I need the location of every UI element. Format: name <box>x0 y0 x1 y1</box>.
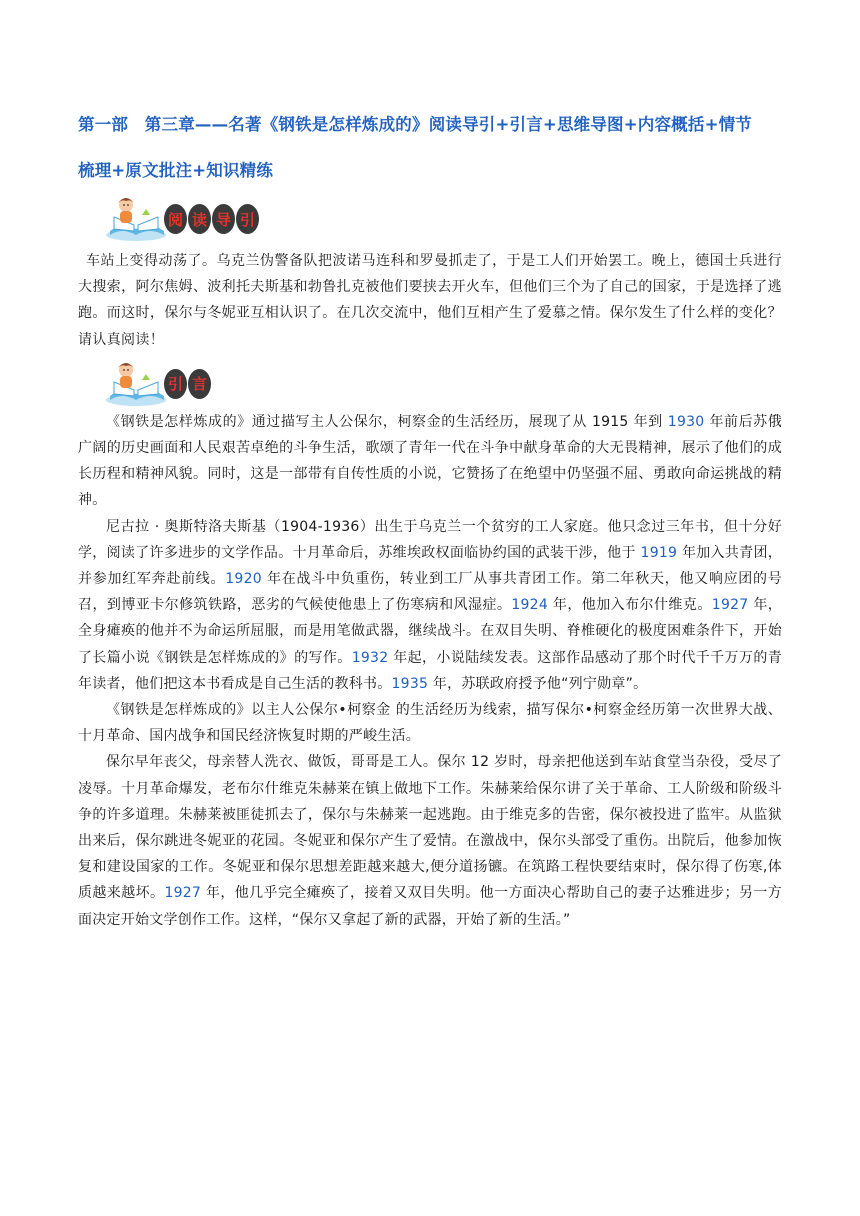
text-run: 年前后苏俄广阔的历史画面和人民艰苦卓绝的斗争生活，歌颂了青年一代在斗争中献身革命的大无畏精神，展示了他们的成长历程和精神风貌。同时，这是一部带有自传性质的小说，它赞扬了在绝望中仍坚强不屈、勇敢向命运挑战的精神。 <box>78 413 782 509</box>
intro-paragraph-4 <box>78 749 782 932</box>
heading-char: 言 <box>188 369 211 399</box>
document-title <box>78 102 782 194</box>
text-run: 保尔早年丧父，母亲替人洗衣、做饭，哥哥是工人。保尔 12 岁时，母亲把他送到车站食堂当杂役，受尽了凌辱。十月革命爆发，老布尔什维克朱赫莱在镇上做地下工作。朱赫莱给保尔讲了关于革命、工人阶级和阶级斗争的许多道理。朱赫莱被匪徒抓去了，保尔与朱赫莱一起逃跑。由于维克多的告密，保尔被投进了监牢。从监狱出来后，保尔跳进冬妮亚的花园。冬妮亚和保尔产生了爱情。在激战中，保尔头部受了重伤。出院后，他参加恢复和建设国家的工作。冬妮亚和保尔思想差距越来越大,便分道扬镳。在筑路工程快要结束时，保尔得了伤寒,体质越来越坏。 <box>78 754 782 902</box>
year-number: 1924 <box>511 597 548 614</box>
text-run: 年，他加入布尔什维克。 <box>547 597 712 614</box>
reading-guide-paragraph: 车站上变得动荡了。乌克兰伪警备队把波诺马连科和罗曼抓走了，于是工人们开始罢工。晚上，德国士兵进行大搜索，阿尔焦姆、波利托夫斯基和勃鲁扎克被他们要挟去开火车，但他们三个为了自己的国家，于是选择了逃跑。而这时，保尔与冬妮亚互相认识了。在几次交流中，他们互相产生了爱慕之情。保尔发生了什么样的变化？请认真阅读！ <box>78 253 782 348</box>
title-line-1: 第一部 第三章——名著《钢铁是怎样炼成的》阅读导引+引言+思维导图+内容概括+情节 <box>78 115 753 134</box>
year-number: 1935 <box>391 675 429 692</box>
heading-char: 读 <box>188 204 211 234</box>
heading-char: 阅 <box>164 204 187 234</box>
intro-paragraph-2 <box>78 514 782 697</box>
year-number: 1932 <box>351 649 389 666</box>
heading-char: 引 <box>236 204 259 234</box>
text-run: 年，全身瘫痪的他并不为命运所屈服，而是用笔做武器，继续战斗。在双目失明、脊椎硬化的极度困难条件下，开始了长篇小说《钢铁是怎样炼成的》的写作。 <box>78 597 783 666</box>
document-page <box>78 102 782 933</box>
text-run: 年加入共青团，并参加红军奔赴前线。 <box>78 544 783 588</box>
text-run: 年在战斗中负重伤，转业到工厂从事共青团工作。第二年秋天，他又响应团的号召，到博亚卡尔修筑铁路，恶劣的气候使他患上了伤寒病和风湿症。 <box>78 571 783 614</box>
text-run: 年，苏联政府授予他“列宁勋章”。 <box>428 675 648 692</box>
intro-banner <box>102 359 782 409</box>
child-reading-book-icon <box>102 360 168 408</box>
reading-guide-banner <box>102 194 782 244</box>
title-line-2: 梳理+原文批注+知识精练 <box>78 161 274 180</box>
year-number: 1927 <box>711 597 749 614</box>
year-number: 1927 <box>164 885 202 902</box>
heading-char: 导 <box>212 204 235 234</box>
text-run: 年起，小说陆续发表。这部作品感动了那个时代千千万万的青年读者，他们把这本书看成是自己生活的教科书。 <box>78 649 783 692</box>
text-run: 年，他几乎完全瘫痪了，接着又双目失明。他一方面决心帮助自己的妻子达雅进步；另一方面决定开始文学创作工作。这样，“保尔又拿起了新的武器，开始了新的生活。” <box>78 885 782 928</box>
intro-paragraph-3: 《钢铁是怎样炼成的》以主人公保尔•柯察金 的生活经历为线索，描写保尔•柯察金经历第一次世界大战、十月革命、国内战争和国民经济恢复时期的严峻生活。 <box>78 702 782 745</box>
heading-char: 引 <box>164 369 187 399</box>
year-number: 1920 <box>225 571 262 588</box>
intro-paragraph-1 <box>78 409 782 514</box>
text-run: 《钢铁是怎样炼成的》通过描写主人公保尔，柯察金的生活经历，展现了从 1915 年到 <box>106 413 668 430</box>
year-number: 1930 <box>667 413 705 430</box>
intro-heading <box>164 369 212 399</box>
child-reading-book-icon <box>102 195 168 243</box>
year-number: 1919 <box>640 544 678 561</box>
reading-guide-heading <box>164 204 260 234</box>
text-run: 尼古拉 · 奥斯特洛夫斯基（1904-1936）出生于乌克兰一个贫穷的工人家庭。他只念过三年书，但十分好学，阅读了许多进步的文学作品。十月革命后，苏维埃政权面临协约国的武装干涉，他于 <box>78 518 782 561</box>
